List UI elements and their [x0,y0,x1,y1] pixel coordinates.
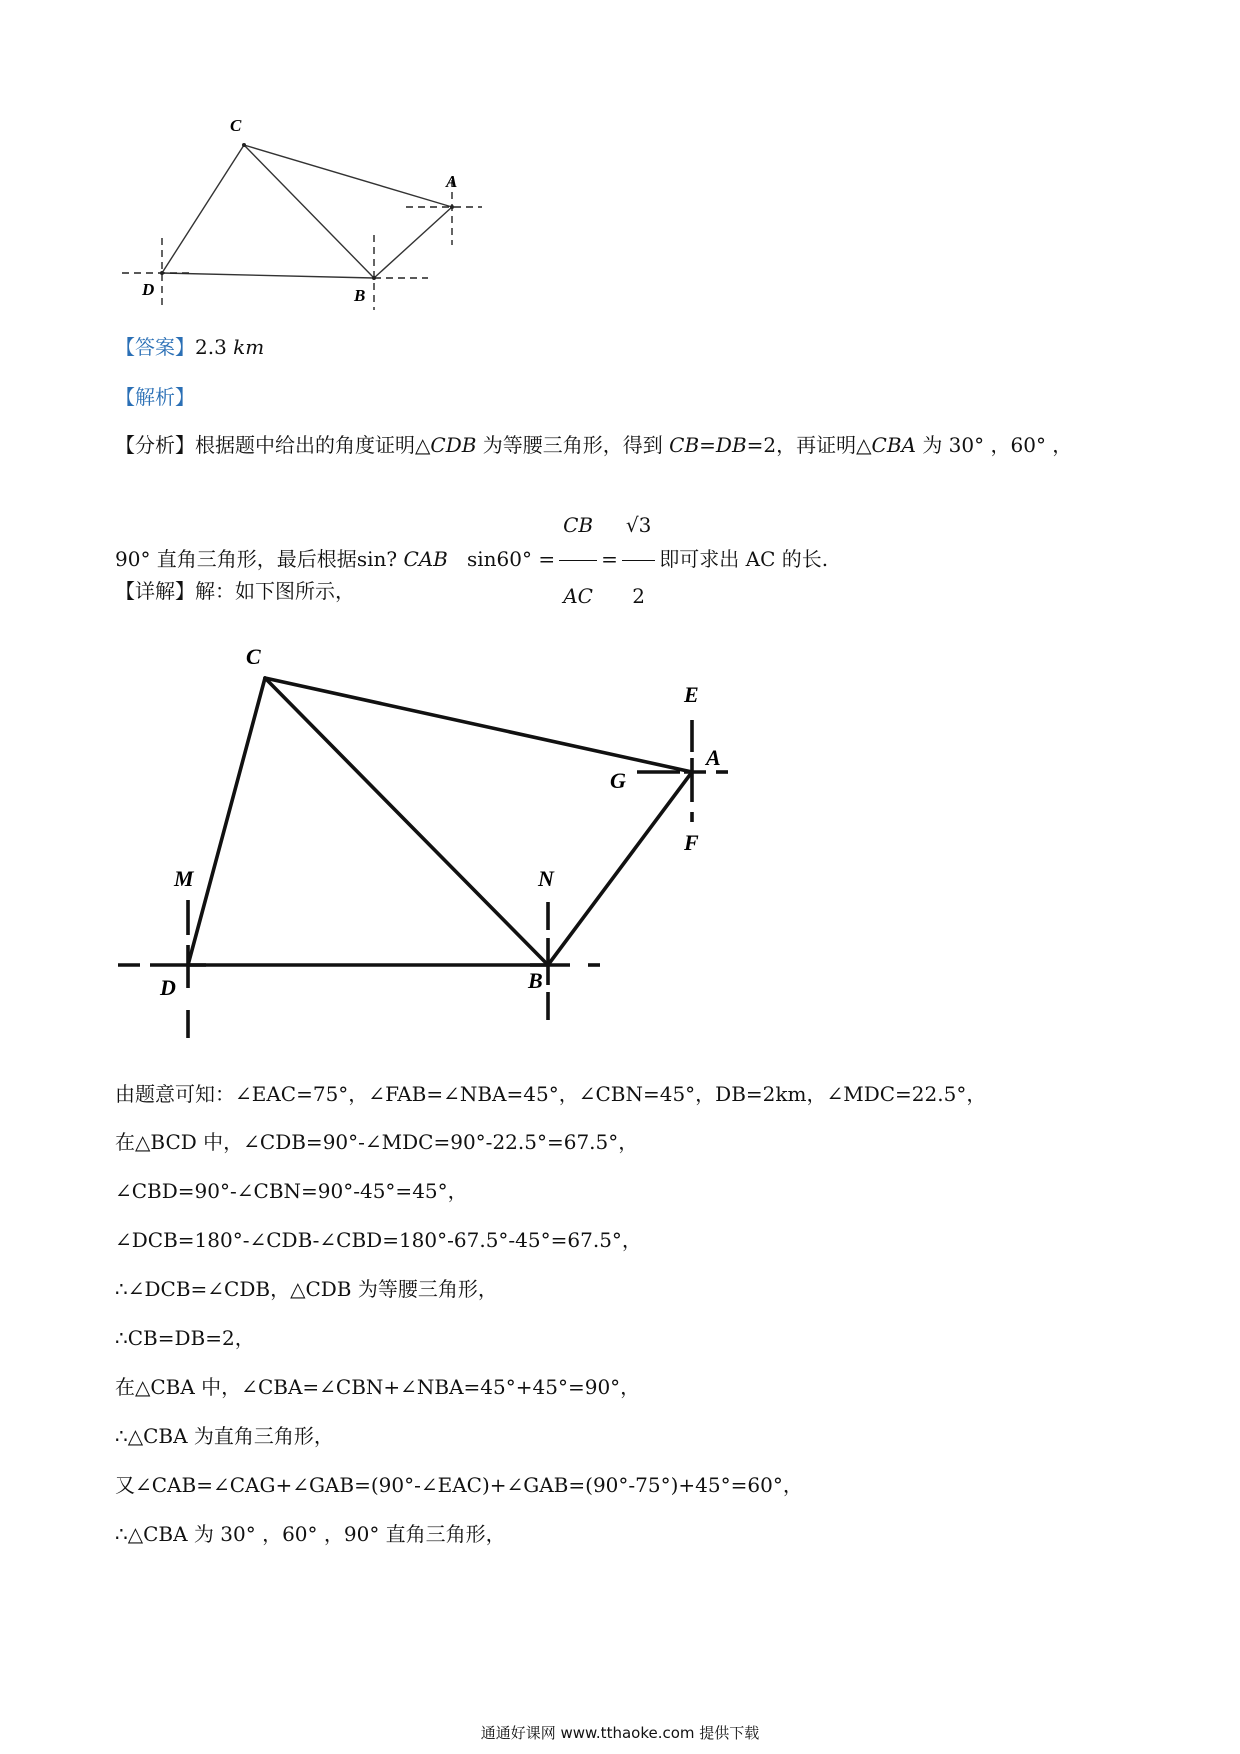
segment-db [162,273,374,278]
label-m: M [174,866,194,891]
label-e: E [684,682,699,707]
figure-large-quadrilateral [110,640,760,1060]
label-a: A [706,745,721,770]
fraction-denominator: 2 [632,584,645,608]
answer-unit: km [233,335,265,359]
label-g: G [610,768,626,793]
equals-sign: = [601,547,618,571]
label-b-small: B [354,286,366,305]
fenxi-text: sin60° = [466,547,556,571]
fenxi-text: CDB [430,433,477,457]
fraction-numerator: √3 [622,490,655,561]
detail-tag: 【详解】 [115,579,195,603]
segment-ba [548,772,692,965]
label-n: N [538,866,554,891]
solution-line-7: 在△CBA 中，∠CBA=∠CBN+∠NBA=45°+45°=90°， [115,1375,641,1399]
segment-cd [162,145,244,273]
solution-line-1: 由题意可知：∠EAC=75°，∠FAB=∠NBA=45°，∠CBN=45°，DB=2km，∠MDC=22.5°， [115,1082,987,1106]
fraction-cb-ac [559,490,597,631]
label-d: D [160,975,176,1000]
fenxi-text: 90° 直角三角形，最后根据 [115,547,357,571]
answer-tag: 【答案】 [115,335,195,359]
fenxi-tag: 【分析】 [115,433,195,457]
solution-line-5: ∴∠DCB=∠CDB，△CDB 为等腰三角形， [115,1277,498,1301]
solution-line-8: ∴△CBA 为直角三角形， [115,1424,334,1448]
fenxi-line-1 [115,431,1072,459]
answer-line [115,333,264,361]
page-footer: 通通好课网 www.tthaoke.com 提供下载 [480,1724,760,1742]
fraction-root3-2 [622,490,655,631]
fraction-denominator: AC [563,584,593,608]
fenxi-text: CBA [871,433,916,457]
segment-ca [265,678,692,772]
fenxi-text: 为等腰三角形，得到 [476,433,670,457]
fraction-numerator: CB [559,490,597,561]
fenxi-text: 为 30° ，60° ， [915,433,1073,457]
fenxi-text: 根据题中给出的角度证明△ [195,433,431,457]
segment-cb [265,678,548,965]
figure-small-quadrilateral [110,105,490,315]
answer-value: 2.3 [195,335,227,359]
fenxi-text: CAB [403,547,448,571]
detail-line [115,577,355,605]
analysis-heading [115,383,195,411]
solution-line-9: 又∠CAB=∠CAG+∠GAB=(90°-∠EAC)+∠GAB=(90°-75°)+45°=60°， [115,1473,803,1497]
solution-line-10: ∴△CBA 为 30° ，60° ，90° 直角三角形， [115,1522,506,1546]
label-f: F [684,830,699,855]
solution-line-3: ∠CBD=90°-∠CBN=90°-45°=45°， [115,1179,468,1203]
segment-ba [374,207,452,278]
fenxi-text: 2，再证明△ [763,433,872,457]
fenxi-text: sin? [356,547,404,571]
fenxi-line-2 [115,490,828,631]
segment-cd [188,678,265,965]
label-b: B [528,968,543,993]
fenxi-text: CB=DB= [669,433,764,457]
label-d-small: D [142,280,155,299]
label-c: C [246,644,261,669]
label-a-small: A [446,172,458,191]
label-c-small: C [230,116,242,135]
solution-line-6: ∴CB=DB=2， [115,1326,255,1350]
fenxi-text: 即可求出 AC 的长. [659,547,829,571]
analysis-tag: 【解析】 [115,385,195,409]
solution-line-4: ∠DCB=180°-∠CDB-∠CBD=180°-67.5°-45°=67.5°， [115,1228,642,1252]
detail-text: 解：如下图所示， [195,579,355,603]
solution-line-2: 在△BCD 中，∠CDB=90°-∠MDC=90°-22.5°=67.5°， [115,1130,639,1154]
